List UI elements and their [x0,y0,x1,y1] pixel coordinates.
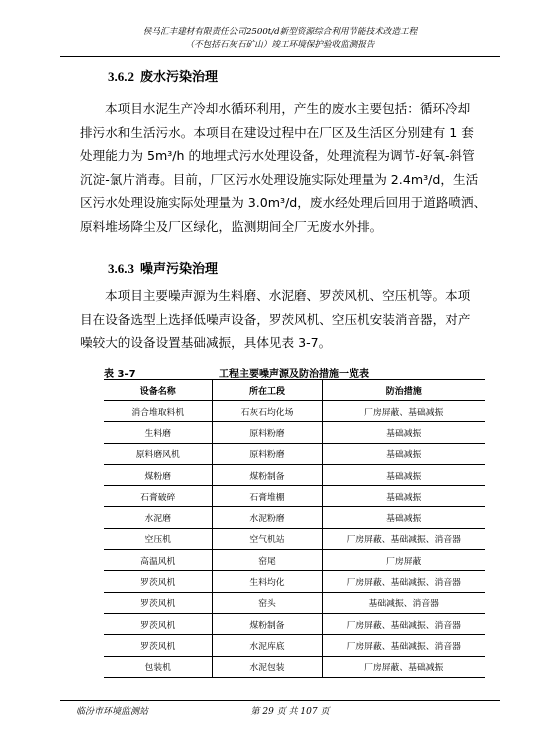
table-cell: 原料磨风机 [104,443,212,464]
footer-divider [60,700,500,701]
table-cell: 高温风机 [104,550,212,571]
header-divider [60,56,500,57]
table-cell: 基础减振 [322,464,485,485]
column-header: 所在工段 [212,380,322,401]
table-cell: 基础减振 [322,507,485,528]
table-cell: 基础减振 [322,443,485,464]
table-row [104,507,485,528]
section-number: 3.6.2 [108,69,134,84]
table-row [104,443,485,464]
table-cell: 水泥库底 [212,635,322,656]
table-cell: 水泥粉磨 [212,507,322,528]
table-row [104,592,485,613]
table-cell: 包装机 [104,656,212,677]
table-row [104,550,485,571]
table-cell: 水泥磨 [104,507,212,528]
table-cell: 水泥包装 [212,656,322,677]
table-cell: 罗茨风机 [104,571,212,592]
header-line-2: （不包括石灰石矿山）竣工环境保护验收监测报告 [185,40,375,50]
table-row [104,528,485,549]
table-cell: 厂房屏蔽、基础减振、消音器 [322,528,485,549]
table-cell: 原料粉磨 [212,443,322,464]
table-cell: 消合堆取料机 [104,401,212,422]
text-line: 原料堆场降尘及厂区绿化，监测期间全厂无废水外排。 [80,218,383,234]
table-cell: 空气机站 [212,528,322,549]
page-number: 第 29 页 共 107 页 [250,707,330,717]
section-title: 噪声污染治理 [140,262,219,277]
table-cell: 厂房屏蔽、基础减振、消音器 [322,571,485,592]
table-cell: 煤粉磨 [104,464,212,485]
table-cell: 罗茨风机 [104,613,212,634]
table-cell: 厂房屏蔽、基础减振 [322,656,485,677]
table-row [104,571,485,592]
table-row [104,422,485,443]
table-cell: 罗茨风机 [104,592,212,613]
table-row [104,613,485,634]
footer-organization: 临汾市环境监测站 [76,707,149,717]
section-number: 3.6.3 [108,261,134,276]
noise-sources-table [104,379,485,678]
table-row [104,464,485,485]
table-cell: 基础减振 [322,422,485,443]
table-cell: 煤粉制备 [212,464,322,485]
table-cell: 厂房屏蔽、基础减振、消音器 [322,635,485,656]
table-row [104,486,485,507]
column-header: 设备名称 [104,380,212,401]
table-cell: 基础减振 [322,486,485,507]
paragraph-wastewater [80,97,496,238]
paragraph-noise [80,284,496,355]
section-heading-362 [108,66,218,85]
table-cell: 石膏破碎 [104,486,212,507]
table-cell: 石膏堆棚 [212,486,322,507]
text-line: 目在设备选型上选择低噪声设备，罗茨风机、空压机安装消音器，对产 [80,311,471,327]
table-row [104,635,485,656]
text-line: 噪较大的设备设置基础减振，具体见表 3-7。 [80,335,332,350]
table-cell: 基础减振、消音器 [322,592,485,613]
table-title: 工程主要噪声源及防治措施一览表 [219,369,369,380]
table-cell: 空压机 [104,528,212,549]
table-cell: 窑尾 [212,550,322,571]
table-cell: 生料磨 [104,422,212,443]
text-line: 本项目主要噪声源为生料磨、水泥磨、罗茨风机、空压机等。本项 [105,288,471,303]
table-header-row [104,380,485,401]
table-cell: 生料均化 [212,571,322,592]
text-line: 本项目水泥生产冷却水循环利用，产生的废水主要包括：循环冷却 [105,101,471,116]
text-line: 处理能力为 5m³/h 的地埋式污水处理设备，处理流程为调节-好氧-斜管 [80,148,475,163]
table-cell: 原料粉磨 [212,422,322,443]
table-row [104,656,485,677]
table-cell: 厂房屏蔽、基础减振 [322,401,485,422]
text-line: 沉淀-氯片消毒。目前，厂区污水处理设施实际处理量为 2.4m³/d，生活 [80,171,479,187]
column-header: 防治措施 [322,380,485,401]
table-cell: 窑头 [212,592,322,613]
text-line: 区污水处理设施实际处理量为 3.0m³/d，废水经处理后回用于道路喷洒、 [80,195,487,210]
page-header [60,26,500,52]
section-heading-363 [108,258,218,277]
table-cell: 罗茨风机 [104,635,212,656]
table-number: 表 3-7 [104,369,136,380]
section-title: 废水污染治理 [140,70,219,85]
table-row [104,401,485,422]
table-cell: 石灰石均化场 [212,401,322,422]
header-line-1: 侯马汇丰建材有限责任公司2500t/d新型资源综合利用节能技术改造工程 [142,27,418,37]
table-cell: 厂房屏蔽、基础减振、消音器 [322,613,485,634]
table-cell: 厂房屏蔽 [322,550,485,571]
table-cell: 煤粉制备 [212,613,322,634]
text-line: 排污水和生活污水。本项目在建设过程中在厂区及生活区分别建有 1 套 [80,124,474,140]
